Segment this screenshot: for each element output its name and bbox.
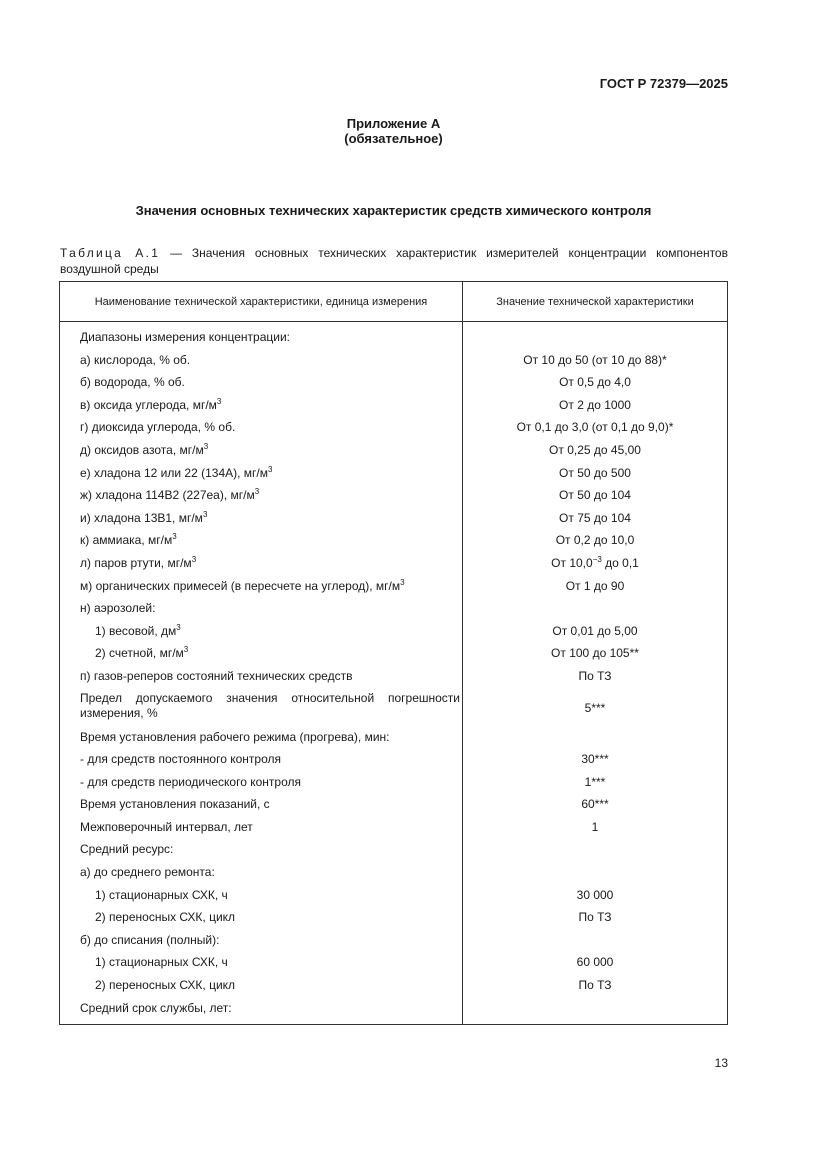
- table-row: [60, 576, 727, 599]
- table-row: [60, 885, 727, 908]
- table-row: [60, 417, 727, 440]
- row-value: От $10,0^{-3}$ до 0,1: [551, 554, 639, 570]
- row-label: б) до списания (полный):: [80, 932, 220, 947]
- table-row: [60, 508, 727, 531]
- row-label: б) водорода, % об.: [80, 375, 185, 390]
- row-label: - для средств периодического контроля: [80, 774, 301, 789]
- row-value: От 75 до 104: [559, 510, 631, 525]
- row-value: 60***: [581, 797, 609, 812]
- row-label: 2) переносных СХК, цикл: [95, 978, 236, 993]
- row-label: г) диоксида углерода, % об.: [80, 420, 236, 435]
- row-label: Средний срок службы, лет:: [80, 1000, 232, 1015]
- row-value: 30***: [581, 752, 609, 767]
- annex-status: (обязательное): [344, 131, 443, 146]
- row-label: 1) весовой, $дм^3$: [95, 622, 181, 638]
- table-row: [60, 553, 727, 576]
- table-row: [60, 998, 727, 1021]
- row-label: н) аэрозолей:: [80, 601, 156, 616]
- row-label: к) аммиака, $мг/м^3$: [80, 532, 177, 548]
- table-row: [60, 930, 727, 953]
- row-value: От 0,1 до 3,0 (от 0,1 до 9,0)*: [516, 420, 674, 435]
- page-number: 13: [714, 1056, 728, 1070]
- table-row: [60, 666, 727, 689]
- row-label: п) газов-реперов состояний технических средств: [80, 668, 353, 683]
- table-row: [60, 907, 727, 930]
- row-value: От 10 до 50 (от 10 до 88)*: [523, 352, 667, 367]
- row-label: е) хладона 12 или 22 (134А), $мг/м^3$: [80, 464, 273, 480]
- table-row: [60, 794, 727, 817]
- table-row: [60, 862, 727, 885]
- row-value: От 2 до 1000: [559, 397, 631, 412]
- row-label: Диапазоны измерения концентрации:: [80, 330, 290, 344]
- table-row: [60, 463, 727, 486]
- table-row: [60, 952, 727, 975]
- characteristics-table: [59, 281, 728, 1025]
- row-label: и) хладона 13В1, $мг/м^3$: [80, 509, 208, 525]
- table-row: [60, 839, 727, 862]
- table-row: [60, 372, 727, 395]
- row-value: 30 000: [576, 887, 614, 902]
- table-row: [60, 621, 727, 644]
- row-value: От 0,5 до 4,0: [559, 375, 631, 390]
- table-row: [60, 689, 727, 727]
- row-value: От 0,2 до 10,0: [555, 533, 635, 548]
- row-label: Время установления показаний, с: [80, 797, 270, 812]
- row-label: 1) стационарных СХК, ч: [95, 887, 228, 902]
- row-value: От 50 до 104: [559, 488, 631, 503]
- row-label: а) до среднего ремонта:: [80, 865, 215, 880]
- row-label: 2) счетной, $мг/м^3$: [95, 645, 189, 661]
- row-value: По ТЗ: [578, 910, 612, 925]
- table-row: [60, 749, 727, 772]
- table-caption-text: — Значения основных технических характеристик измерителей концентрации компонентов воздушной среды: [60, 246, 728, 276]
- row-value: От 50 до 500: [559, 465, 631, 480]
- row-label: Предел допускаемого значения относительной погрешности измерения, %: [80, 690, 460, 720]
- table-row: [60, 598, 727, 621]
- standard-number: ГОСТ Р 72379—2025: [599, 76, 728, 91]
- row-label: 2) переносных СХК, цикл: [95, 910, 236, 925]
- row-label: д) оксидов азота, $мг/м^3$: [80, 441, 209, 457]
- column-header-characteristic: Наименование технической характеристики, единица измерения: [94, 295, 428, 308]
- row-value: От 0,25 до 45,00: [549, 442, 641, 457]
- row-value: По ТЗ: [578, 978, 612, 993]
- section-title: Значения основных технических характеристик средств химического контроля: [135, 203, 652, 218]
- row-label: Время установления рабочего режима (прогрева), мин:: [80, 729, 390, 744]
- row-label: л) паров ртути, $мг/м^3$: [80, 554, 197, 570]
- row-value: 5***: [584, 700, 606, 715]
- row-label: Межповерочный интервал, лет: [80, 819, 253, 834]
- table-body: [60, 322, 727, 1020]
- row-label: - для средств постоянного контроля: [80, 752, 281, 767]
- table-row: [60, 327, 727, 350]
- table-row: [60, 643, 727, 666]
- row-value: От 100 до 105**: [551, 646, 639, 661]
- table-row: [60, 395, 727, 418]
- row-label: в) оксида углерода, $мг/м^3$: [80, 396, 222, 412]
- row-label: Средний ресурс:: [80, 842, 174, 857]
- row-value: От 1 до 90: [565, 578, 625, 593]
- row-value: От 0,01 до 5,00: [552, 623, 638, 638]
- table-row: [60, 350, 727, 373]
- table-row: [60, 817, 727, 840]
- row-value: 1***: [584, 774, 606, 789]
- table-row: [60, 485, 727, 508]
- table-row: [60, 727, 727, 750]
- table-header-row: [60, 282, 727, 322]
- table-row: [60, 975, 727, 998]
- row-label: м) органических примесей (в пересчете на углерод), $мг/м^3$: [80, 577, 405, 593]
- column-header-value: Значение технической характеристики: [496, 295, 694, 308]
- table-row: [60, 530, 727, 553]
- row-value: 1: [591, 819, 599, 834]
- table-row: [60, 772, 727, 795]
- table-caption: [60, 245, 728, 277]
- row-label: а) кислорода, % об.: [80, 352, 191, 367]
- row-value: По ТЗ: [578, 668, 612, 683]
- table-row: [60, 440, 727, 463]
- row-value: 60 000: [576, 955, 614, 970]
- annex-title: Приложение А: [346, 116, 441, 131]
- row-label: 1) стационарных СХК, ч: [95, 955, 228, 970]
- table-caption-label: Таблица А.1: [60, 246, 161, 260]
- row-label: ж) хладона 114В2 (227еа), $мг/м^3$: [80, 487, 260, 503]
